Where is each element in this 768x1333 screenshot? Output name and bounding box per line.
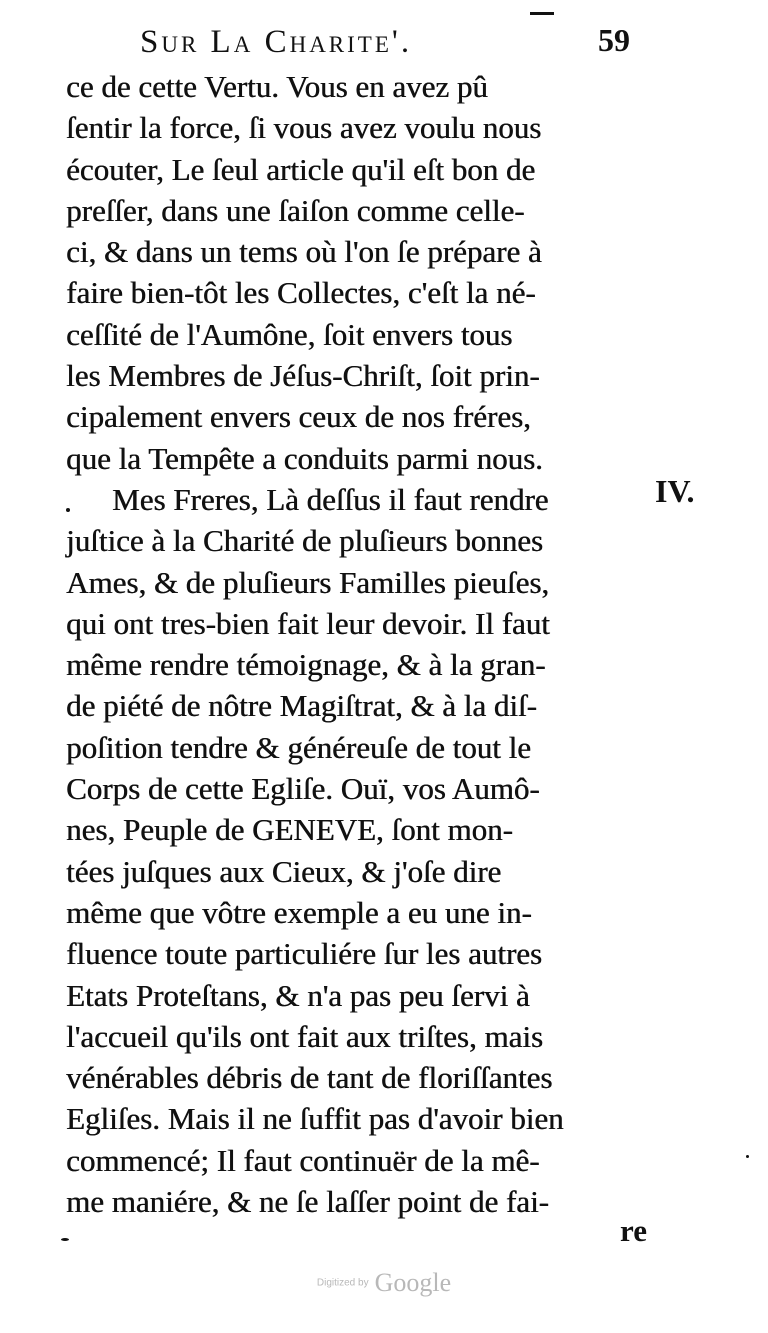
catchword: re — [620, 1213, 647, 1248]
paragraph-start-line: Mes Freres, Là deſſus il faut rendre — [112, 481, 549, 517]
text-line: même que vôtre exemple a eu une in- — [66, 894, 532, 930]
text-line: écouter, Le ſeul article qu'il eſt bon de — [66, 151, 536, 187]
text-line: me maniére, & ne ſe laſſer point de fai- — [66, 1184, 549, 1220]
text-line: que la Tempête a conduits parmi nous. — [66, 440, 543, 476]
page-number: 59 — [598, 22, 630, 58]
text-line: Ames, & de pluſieurs Familles pieuſes, — [66, 564, 550, 600]
running-head — [90, 14, 650, 68]
printer-mark — [530, 12, 554, 15]
text-line: commencé; Il faut continuër de la mê- — [66, 1142, 540, 1178]
text-line: même rendre témoignage, & à la gran- — [66, 647, 546, 683]
google-logo: Google — [374, 1268, 452, 1297]
text-line: nes, Peuple de GENEVE, ſont mon- — [66, 812, 513, 848]
text-line: l'accueil qu'ils ont fait aux triſtes, mais — [66, 1018, 543, 1054]
ink-speck — [61, 1238, 69, 1241]
text-line: fluence toute particuliére ſur les autres — [66, 936, 542, 972]
text-line: ceſſité de l'Aumône, ſoit envers tous — [66, 316, 513, 352]
text-line: Egliſes. Mais il ne ſuffit pas d'avoir bien — [66, 1101, 564, 1137]
text-line: preſſer, dans une ſaiſon comme celle- — [66, 192, 525, 228]
watermark-prefix: Digitized by — [316, 1277, 369, 1289]
text-line: de piété de nôtre Magiſtrat, & à la diſ- — [66, 688, 537, 724]
text-line: ce de cette Vertu. Vous en avez pû — [66, 69, 488, 104]
running-head-title: Sur La Charite'. — [140, 24, 413, 60]
text-line: juſtice à la Charité de pluſieurs bonnes — [66, 523, 543, 559]
body-text — [66, 66, 666, 1222]
ink-speck — [66, 508, 70, 512]
text-line: Etats Proteſtans, & n'a pas peu ſervi à — [66, 977, 530, 1013]
ink-speck — [746, 1155, 749, 1158]
text-line: tées juſques aux Cieux, & j'oſe dire — [66, 853, 502, 889]
text-line: ſentir la force, ſi vous avez voulu nous — [66, 110, 542, 146]
text-line: qui ont tres-bien fait leur devoir. Il faut — [66, 605, 550, 641]
text-line: Corps de cette Egliſe. Ouï, vos Aumô- — [66, 771, 540, 807]
text-line: vénérables débris de tant de floriſſantes — [66, 1060, 553, 1096]
text-line: ci, & dans un tems où l'on ſe prépare à — [66, 234, 542, 270]
digitization-watermark — [0, 1268, 768, 1298]
section-number-margin-note: IV. — [655, 473, 695, 509]
text-line: faire bien-tôt les Collectes, c'eſt la né- — [66, 275, 536, 311]
text-line: les Membres de Jéſus-Chriſt, ſoit prin- — [66, 358, 540, 394]
text-line: poſition tendre & généreuſe de tout le — [66, 729, 531, 765]
text-line: cipalement envers ceux de nos fréres, — [66, 399, 531, 435]
